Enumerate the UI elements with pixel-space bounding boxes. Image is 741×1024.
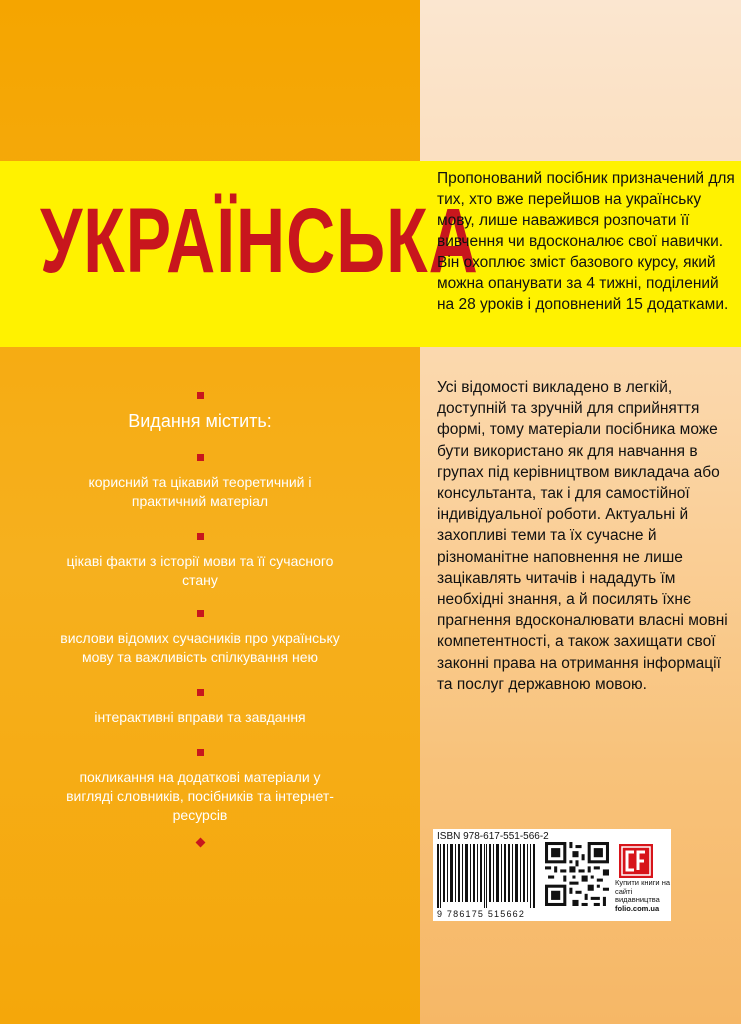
- book-title: УКРАЇНСЬКА: [40, 189, 479, 293]
- list-item: вислови відомих сучасників про українську мову та важливість спілкування нею: [60, 630, 340, 665]
- square-bullet-icon: [197, 610, 204, 617]
- contents-heading: Видання містить:: [128, 411, 272, 431]
- qr-code-icon: [545, 842, 609, 906]
- square-bullet-icon: [197, 749, 204, 756]
- publisher-caption: [615, 879, 671, 913]
- publisher-logo-icon: [619, 844, 653, 878]
- square-bullet-icon: [197, 392, 204, 399]
- barcode-icon: [437, 844, 535, 908]
- intro-text: Пропонований посібник призначений для тих, хто вже перейшов на українську мову, лише наважився розпочати її вивчення чи вдосконалює свої навички. Він охоплює зміст базового курсу, який можна опанувати за 4 тижні, поділений на 28 уроків і доповнений 15 додатками.: [437, 170, 735, 313]
- diamond-bullet-icon: [195, 838, 205, 848]
- list-item: покликання на додаткові матеріали у вигляді словників, посібників та інтернет-ресурсів: [66, 769, 334, 823]
- contents-list: [0, 392, 400, 846]
- buy-books-caption: Купити книги на сайті видавництва: [615, 878, 671, 904]
- isbn-label: ISBN 978-617-551-566-2: [437, 831, 549, 842]
- publisher-url[interactable]: folio.com.ua: [615, 903, 660, 913]
- square-bullet-icon: [197, 689, 204, 696]
- square-bullet-icon: [197, 454, 204, 461]
- list-item: інтерактивні вправи та завдання: [94, 709, 306, 725]
- barcode-number: 9 786175 515662: [437, 909, 526, 919]
- list-item: корисний та цікавий теоретичний і практичний матеріал: [88, 474, 312, 509]
- barcode-area: [433, 829, 671, 921]
- description-text: Усі відомості викладено в легкій, доступній та зручній для сприйняття формі, тому матеріали посібника може бути використано як для навчання в групах під керівництвом викладача або консультанта, так і для самостійної індивідуальної роботи. Актуальні й захопливі теми та їх сучасне й різноманітне наповнення не лише зацікавлять читачів і нададуть їм необхідні знання, а й посилять їхнє прагнення вдосконалювати власні мовні компетентності, а також захищати свої законні права на отримання інформації та послуг державною мовою.: [437, 379, 728, 693]
- list-item: цікаві факти з історії мови та її сучасного стану: [66, 553, 334, 588]
- square-bullet-icon: [197, 533, 204, 540]
